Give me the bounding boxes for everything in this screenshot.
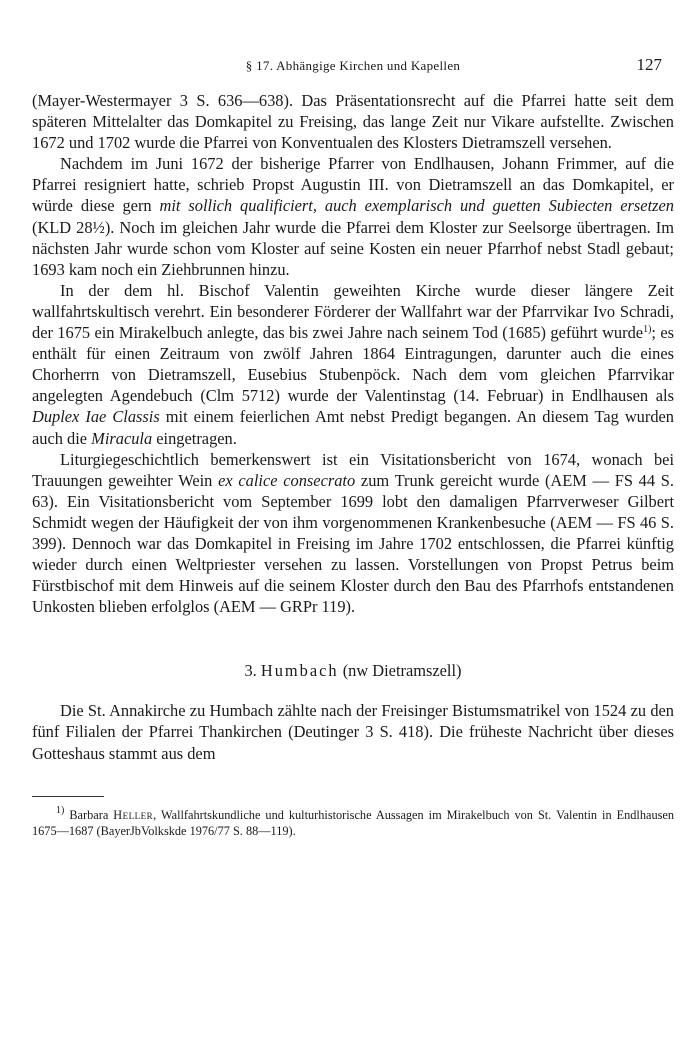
- paragraph-3-text-b: ; es enthält für einen Zeitraum von zwölf Jahren 1864 Eintragungen, darunter auch die eines Chorherrn von Dietramszell, Eusebius Stubenpöck. Nach dem vom gleichen Pfarrvikar angelegten Agendebuch (Clm 5712) wurde der Valentinstag (14. Februar) in Endlhausen als: [32, 323, 674, 406]
- paragraph-2-text-b: (KLD 28½). Noch im gleichen Jahr wurde die Pfarrei dem Kloster zur Seelsorge übertragen. Im nächsten Jahr wurde schon vom Kloster auf seine Kosten ein neuer Pfarrhof nebst Stadl gebaut; 1693 kam noch ein Ziehbrunnen hinzu.: [32, 217, 674, 279]
- duplex-classis-term: Duplex Iae Classis: [32, 407, 160, 427]
- paragraph-4-text-b: zum Trunk gereicht wurde (AEM — FS 44 S. 63). Ein Visitationsbericht vom September 1699 lobt den damaligen Pfarrverweser Gilbert Schmidt wegen der Häufigkeit der von ihm vorgenommenen Krankenbesuche (AEM — FS 46 S. 399). Dennoch war das Domkapitel in Freising im Jahre 1702 entschlossen, die Pfarrei künftig wieder durch einen Weltpriester versehen zu lassen. Vorstellungen von Propst Petrus beim Fürstbischof mit dem Hinweis auf die seinem Kloster durch den Bau des Pfarrhofs entstandenen Unkosten blieben erfolglos (AEM — GRPr 119).: [32, 470, 675, 617]
- footnote-text: , Wallfahrtskundliche und kulturhistorische Aussagen im Mirakelbuch von St. Valentin in Endlhausen 1675—1687 (BayerJbVolkskde 1976/77 S. 88—119).: [32, 807, 674, 838]
- page-header: [32, 56, 674, 78]
- miracula-term: Miracula: [91, 428, 153, 448]
- book-page: [32, 0, 674, 1052]
- paragraph-1: [32, 90, 674, 153]
- latin-phrase: ex calice consecrato: [218, 470, 356, 490]
- section-name: Humbach: [260, 661, 339, 681]
- page-number: 127: [636, 55, 662, 74]
- paragraph-3-text-d: eingetragen.: [152, 428, 237, 448]
- paragraph-4-text-a: Liturgiegeschichtlich bemerkenswert ist ein Visitationsbericht von 1674, wonach bei Trauungen geweihter Wein: [32, 449, 674, 490]
- footnote-author-last: Heller: [113, 807, 154, 822]
- footnote-author-first: Barbara: [69, 807, 114, 822]
- paragraph-1-text: (Mayer-Westermayer 3 S. 636—638). Das Präsentationsrecht auf die Pfarrei hatte seit dem späteren Mittelalter das Domkapitel zu Freising, das lange Zeit nur Vikare aufstellte. Zwischen 1672 und 1702 wurde die Pfarrei von Konventualen des Klosters Dietramszell versehen.: [32, 91, 674, 153]
- paragraph-3-text-c: mit einem feierlichen Amt nebst Predigt begangen. An diesem Tag wurden auch die: [32, 407, 674, 448]
- paragraph-3-text-a: In der dem hl. Bischof Valentin geweihten Kirche wurde dieser längere Zeit wallfahrtskultisch verehrt. Ein besonderer Förderer der Wallfahrt war der Pfarrvikar Ivo Schradi, der 1675 ein Mirakelbuch anlegte, das bis zwei Jahre nach seinem Tod (1685) geführt wurde: [32, 280, 674, 343]
- section-number: 3.: [244, 661, 261, 681]
- paragraph-2-quote: mit sollich qualificiert, auch exemplarisch und guetten Subiecten ersetzen: [159, 196, 674, 216]
- footnote-marker: 1): [56, 804, 65, 816]
- paragraph-4: [32, 449, 674, 618]
- footnote-reference[interactable]: 1): [643, 324, 652, 336]
- footnote-divider: [32, 796, 104, 797]
- paragraph-2: [32, 153, 674, 280]
- running-title: § 17. Abhängige Kirchen und Kapellen: [245, 58, 461, 73]
- paragraph-5: [32, 700, 674, 763]
- paragraph-2-text-a: Nachdem im Juni 1672 der bisherige Pfarrer von Endlhausen, Johann Frimmer, auf die Pfarrei resigniert hatte, schrieb Propst Augustin III. von Dietramszell an das Domkapitel, er würde diese gern: [32, 154, 674, 216]
- page-body: [32, 90, 674, 839]
- footnote: [32, 804, 674, 839]
- paragraph-3: [32, 280, 674, 449]
- section-subtitle: (nw Dietramszell): [338, 661, 462, 681]
- paragraph-5-text: Die St. Annakirche zu Humbach zählte nach der Freisinger Bistumsmatrikel von 1524 zu den fünf Filialen der Pfarrei Thankirchen (Deutinger 3 S. 418). Die früheste Nachricht über dieses Gotteshaus stammt aus dem: [32, 701, 674, 763]
- section-heading: [32, 661, 674, 681]
